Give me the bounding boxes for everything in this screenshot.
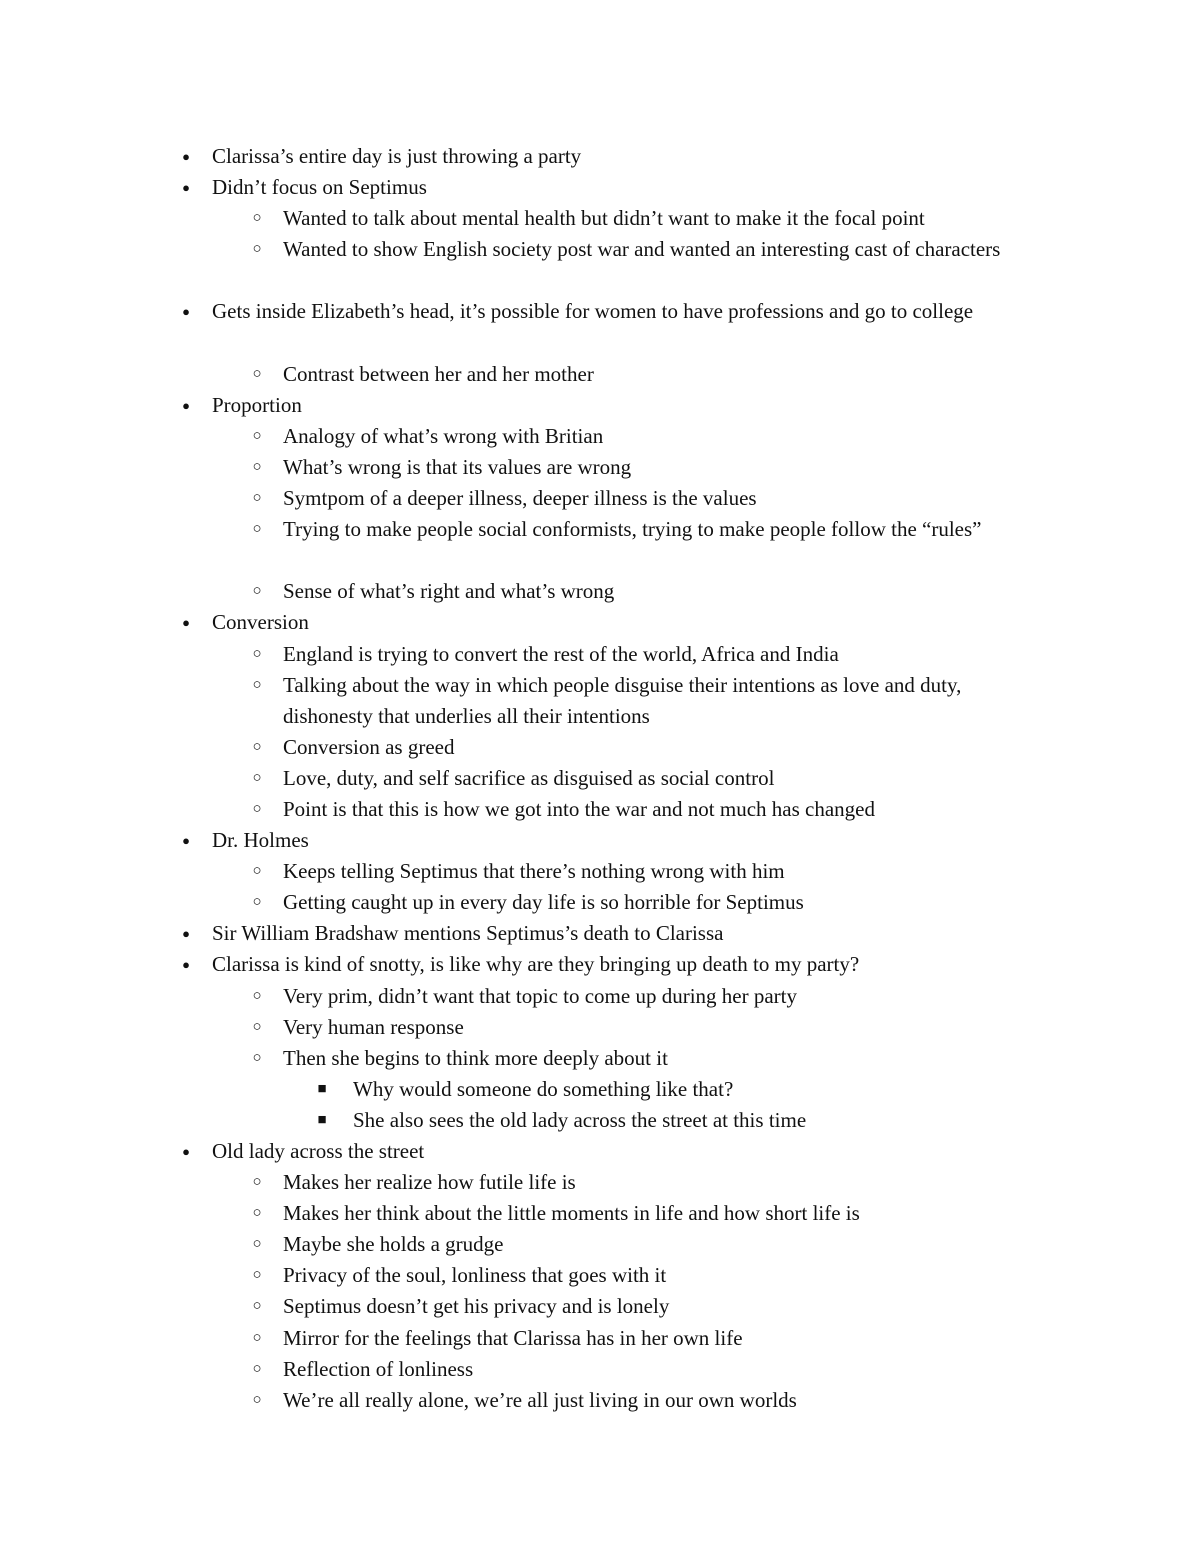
list-item [0, 732, 1200, 763]
list-item-text: Clarissa is kind of snotty, is like why are they bringing up death to my party? [212, 952, 860, 977]
list-item [0, 1012, 1200, 1043]
list-item-text: Reflection of lonliness [283, 1356, 474, 1381]
list-item [0, 421, 1200, 452]
list-item-text: She also sees the old lady across the street at this time [353, 1107, 807, 1132]
hollow-circle-bullet-icon: ○ [252, 1360, 262, 1377]
hollow-circle-bullet-icon: ○ [252, 210, 262, 227]
list-item [0, 1260, 1200, 1291]
list-item-text: Very human response [283, 1014, 464, 1039]
list-item [0, 887, 1200, 918]
list-item-text: Conversion as greed [283, 734, 455, 759]
list-item [0, 794, 1200, 825]
list-item-text: Sir William Bradshaw mentions Septimus’s death to Clarissa [212, 921, 724, 946]
list-item [0, 514, 1200, 576]
hollow-circle-bullet-icon: ○ [252, 365, 262, 382]
list-item-text: Dr. Holmes [212, 828, 309, 853]
list-item [0, 981, 1200, 1012]
list-item [0, 1136, 1200, 1167]
list-item [0, 856, 1200, 887]
hollow-circle-bullet-icon: ○ [252, 1174, 262, 1191]
list-item-text: Why would someone do something like that? [353, 1076, 734, 1101]
list-item [0, 172, 1200, 203]
hollow-circle-bullet-icon: ○ [252, 987, 262, 1004]
list-item [0, 576, 1200, 607]
list-item [0, 1074, 1200, 1105]
list-item [0, 1043, 1200, 1074]
list-item-text: Gets inside Elizabeth’s head, it’s possible for women to have professions and go to college [212, 299, 974, 324]
filled-circle-bullet-icon: ● [182, 304, 190, 320]
list-item-text: Symtpom of a deeper illness, deeper illness is the values [283, 486, 757, 511]
hollow-circle-bullet-icon: ○ [252, 676, 262, 693]
list-item-text: Wanted to show English society post war and wanted an interesting cast of characters [283, 237, 1001, 262]
list-item-text: Makes her realize how futile life is [283, 1170, 576, 1195]
list-item-text: Contrast between her and her mother [283, 361, 594, 386]
list-item [0, 390, 1200, 421]
filled-circle-bullet-icon: ● [182, 833, 190, 849]
hollow-circle-bullet-icon: ○ [252, 769, 262, 786]
hollow-circle-bullet-icon: ○ [252, 863, 262, 880]
list-item [0, 296, 1200, 358]
list-item-text: Clarissa’s entire day is just throwing a party [212, 144, 582, 168]
list-item [0, 483, 1200, 514]
filled-circle-bullet-icon: ● [182, 957, 190, 973]
list-item [0, 452, 1200, 483]
list-item [0, 203, 1200, 234]
list-item-text: Maybe she holds a grudge [283, 1232, 504, 1257]
list-item-text: Septimus doesn’t get his privacy and is lonely [283, 1294, 670, 1319]
filled-circle-bullet-icon: ● [182, 149, 190, 164]
hollow-circle-bullet-icon: ○ [252, 521, 262, 538]
list-item [0, 1354, 1200, 1385]
filled-circle-bullet-icon: ● [182, 926, 190, 942]
list-item [0, 918, 1200, 949]
hollow-circle-bullet-icon: ○ [252, 458, 262, 475]
list-item-text: Talking about the way in which people disguise their intentions as love and duty, dishonesty that underlies all their intentions [283, 672, 962, 728]
hollow-circle-bullet-icon: ○ [252, 1391, 262, 1408]
list-item-text: Mirror for the feelings that Clarissa has in her own life [283, 1325, 743, 1350]
hollow-circle-bullet-icon: ○ [252, 583, 262, 600]
list-item [0, 234, 1200, 296]
hollow-circle-bullet-icon: ○ [252, 1236, 262, 1253]
hollow-circle-bullet-icon: ○ [252, 490, 262, 507]
list-item-text: Love, duty, and self sacrifice as disguised as social control [283, 765, 775, 790]
hollow-circle-bullet-icon: ○ [252, 645, 262, 662]
list-item [0, 1323, 1200, 1354]
filled-circle-bullet-icon: ● [182, 615, 190, 631]
list-item-text: Trying to make people social conformists, trying to make people follow the “rules” [283, 517, 982, 542]
list-item-text: We’re all really alone, we’re all just living in our own worlds [283, 1387, 797, 1412]
list-item-text: Wanted to talk about mental health but didn’t want to make it the focal point [283, 206, 925, 231]
hollow-circle-bullet-icon: ○ [252, 1329, 262, 1346]
list-item-text: Analogy of what’s wrong with Britian [283, 423, 604, 448]
list-item-text: Proportion [212, 392, 302, 417]
filled-circle-bullet-icon: ● [182, 397, 190, 413]
list-item [0, 639, 1200, 670]
list-item [0, 825, 1200, 856]
list-item [0, 670, 1200, 732]
list-item-text: What’s wrong is that its values are wrong [283, 454, 632, 479]
hollow-circle-bullet-icon: ○ [252, 1018, 262, 1035]
list-item [0, 1167, 1200, 1198]
hollow-circle-bullet-icon: ○ [252, 1049, 262, 1066]
hollow-circle-bullet-icon: ○ [252, 241, 262, 258]
list-item-text: Old lady across the street [212, 1139, 425, 1163]
hollow-circle-bullet-icon: ○ [252, 800, 262, 817]
list-item [0, 359, 1200, 390]
document-page [0, 141, 1200, 1416]
list-item [0, 949, 1200, 980]
filled-square-bullet-icon: ■ [317, 1080, 327, 1097]
filled-circle-bullet-icon: ● [182, 180, 190, 196]
list-item [0, 1198, 1200, 1229]
list-item-text: Getting caught up in every day life is so horrible for Septimus [283, 890, 804, 915]
list-item-text: Point is that this is how we got into the war and not much has changed [283, 796, 875, 821]
list-item-text: Sense of what’s right and what’s wrong [283, 579, 615, 604]
list-item [0, 763, 1200, 794]
list-item-text: Privacy of the soul, lonliness that goes with it [283, 1263, 667, 1288]
list-item [0, 1105, 1200, 1136]
filled-circle-bullet-icon: ● [182, 1144, 190, 1159]
hollow-circle-bullet-icon: ○ [252, 1267, 262, 1284]
list-item-text: Makes her think about the little moments in life and how short life is [283, 1201, 860, 1226]
hollow-circle-bullet-icon: ○ [252, 738, 262, 755]
list-item [0, 1229, 1200, 1260]
list-item [0, 141, 1200, 172]
hollow-circle-bullet-icon: ○ [252, 427, 262, 444]
list-item-text: Keeps telling Septimus that there’s nothing wrong with him [283, 859, 785, 884]
list-item [0, 607, 1200, 638]
hollow-circle-bullet-icon: ○ [252, 1205, 262, 1222]
list-item-text: Conversion [212, 610, 309, 635]
list-item [0, 1291, 1200, 1322]
notes-bullet-list [0, 141, 1200, 1416]
hollow-circle-bullet-icon: ○ [252, 894, 262, 911]
filled-square-bullet-icon: ■ [317, 1111, 327, 1128]
list-item-text: Then she begins to think more deeply about it [283, 1045, 668, 1070]
list-item [0, 1385, 1200, 1416]
list-item-text: Very prim, didn’t want that topic to come up during her party [283, 983, 797, 1008]
list-item-text: Didn’t focus on Septimus [212, 175, 427, 200]
list-item-text: England is trying to convert the rest of the world, Africa and India [283, 641, 839, 666]
hollow-circle-bullet-icon: ○ [252, 1298, 262, 1315]
